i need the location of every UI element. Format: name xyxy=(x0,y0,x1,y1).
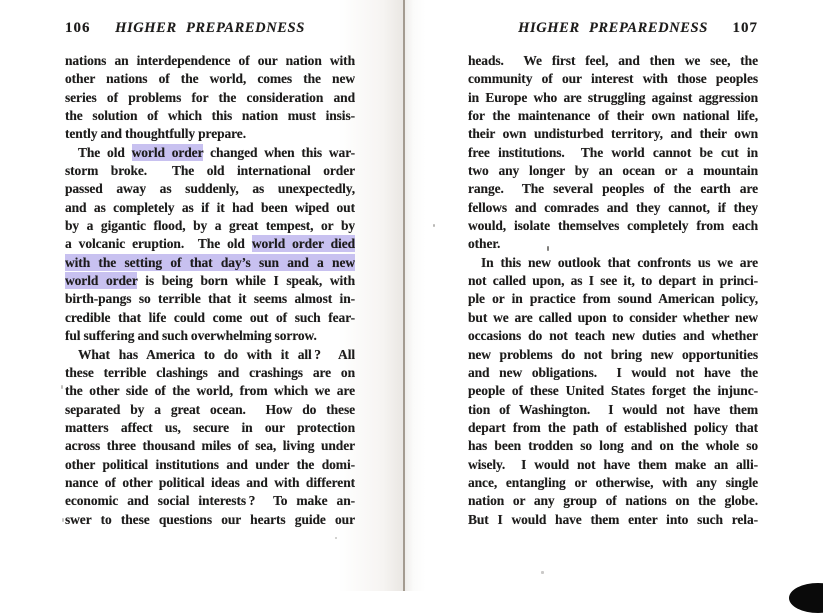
text-segment: depart from the path of established policy that xyxy=(468,419,758,435)
text-segment: people of these United States forget the injunc- xyxy=(468,383,758,399)
scan-speck xyxy=(547,246,549,251)
page-text-left xyxy=(65,52,355,529)
text-line xyxy=(468,162,758,180)
text-segment: is being born while I speak, with xyxy=(137,273,355,289)
text-segment: for the maintenance of their own national life, xyxy=(468,108,758,124)
text-segment: these terrible clashings and crashings are on xyxy=(65,364,355,380)
text-line xyxy=(468,52,758,70)
highlighted-text: with the setting of that day’s sun and a new xyxy=(65,254,355,270)
text-line xyxy=(468,125,758,143)
text-segment: credible that life could come out of such fear- xyxy=(65,309,355,325)
text-segment: tion of Washington. I would not have them xyxy=(468,401,758,417)
text-line xyxy=(468,89,758,107)
text-segment: ple or in practice from sound American policy, xyxy=(468,291,758,307)
text-line xyxy=(468,382,758,400)
text-segment: a volcanic eruption. The old xyxy=(65,236,252,252)
text-segment: series of problems for the consideration and xyxy=(65,89,355,105)
text-segment: But I would have them enter into such rela- xyxy=(468,511,758,527)
text-line xyxy=(65,492,355,510)
text-segment: free institutions. The world cannot be cut in xyxy=(468,144,758,160)
text-segment: wisely. I would not have them make an alli- xyxy=(468,456,758,472)
text-segment: occasions do not teach new duties and whether xyxy=(468,328,758,344)
highlighted-text: world order died xyxy=(251,236,355,252)
text-line xyxy=(468,199,758,217)
text-segment: and as completely as if it had been wiped out xyxy=(65,199,355,215)
text-segment: nance of other political ideas and with different xyxy=(65,474,355,490)
text-segment: passed away as suddenly, as unexpectedly, xyxy=(65,181,355,197)
text-segment: The old xyxy=(78,144,132,160)
text-segment: the solution of which this nation must insis- xyxy=(65,108,355,124)
text-line xyxy=(65,327,355,345)
page-number-right: 107 xyxy=(732,20,758,36)
text-segment: changed when this war- xyxy=(203,144,355,160)
text-segment: ance, entangling or otherwise, with any single xyxy=(468,474,758,490)
text-line xyxy=(65,511,355,529)
page-header-left xyxy=(65,19,355,37)
text-segment: nations an interdependence of our nation with xyxy=(65,53,355,68)
text-line xyxy=(65,474,355,492)
text-line xyxy=(65,382,355,400)
text-segment: tently and thoughtfully prepare. xyxy=(65,126,246,142)
text-line xyxy=(468,144,758,162)
page-text-right xyxy=(468,52,758,529)
text-line xyxy=(468,217,758,235)
text-line xyxy=(468,492,758,510)
text-segment: and new obligations. I would not have the xyxy=(468,364,758,380)
text-line xyxy=(468,254,758,272)
text-line xyxy=(468,70,758,88)
text-segment: ful suffering and such overwhelming sorrow. xyxy=(65,328,317,344)
text-line xyxy=(65,272,355,290)
scan-speck xyxy=(61,385,63,389)
text-line xyxy=(65,52,355,70)
page-header-right xyxy=(468,19,758,37)
text-line xyxy=(65,401,355,419)
text-segment: heads. We first feel, and then we see, the xyxy=(468,53,758,68)
text-segment: other. xyxy=(468,236,501,252)
text-segment: swer to these questions our hearts guide our xyxy=(65,511,355,527)
text-segment: the other side of the world, from which we are xyxy=(65,383,355,399)
text-line xyxy=(65,346,355,364)
text-line xyxy=(468,474,758,492)
scan-speck xyxy=(433,224,435,227)
text-line xyxy=(65,235,355,253)
highlighted-text: world order xyxy=(65,273,138,289)
text-segment: new problems do not bring new opportunities xyxy=(468,346,758,362)
text-line xyxy=(468,235,758,253)
text-line xyxy=(65,199,355,217)
text-line xyxy=(65,217,355,235)
text-line xyxy=(468,107,758,125)
text-line xyxy=(468,327,758,345)
text-line xyxy=(468,364,758,382)
text-line xyxy=(65,364,355,382)
text-segment: two any longer by an ocean or a mountain xyxy=(468,163,758,179)
running-title-right: HIGHER PREPAREDNESS xyxy=(518,20,708,36)
text-line xyxy=(468,401,758,419)
text-line xyxy=(65,162,355,180)
text-segment: community of our interest with those peoples xyxy=(468,71,758,87)
text-line xyxy=(468,437,758,455)
text-segment: In this new outlook that confronts us we are xyxy=(481,254,758,270)
text-segment: other political institutions and under the domi- xyxy=(65,456,355,472)
text-line xyxy=(468,309,758,327)
page-number-left: 106 xyxy=(65,20,91,36)
text-segment: range. The several peoples of the earth are xyxy=(468,181,758,197)
text-segment: not called upon, as I see it, to depart in princi- xyxy=(468,273,758,289)
text-line xyxy=(468,290,758,308)
text-line xyxy=(468,272,758,290)
text-line xyxy=(65,309,355,327)
text-segment: but we are called upon to consider whether new xyxy=(468,309,758,325)
highlighted-text: world order xyxy=(131,144,204,160)
text-line xyxy=(65,125,355,143)
text-segment: has been trodden so long and on the whole so xyxy=(468,438,758,454)
text-segment: What has America to do with it all ? All xyxy=(78,346,355,362)
book-page-right xyxy=(405,0,823,591)
text-line xyxy=(65,437,355,455)
text-segment: economic and social interests ? To make an- xyxy=(65,493,355,509)
text-segment: storm broke. The old international order xyxy=(65,163,355,179)
text-line xyxy=(65,419,355,437)
text-line xyxy=(65,144,355,162)
text-line xyxy=(468,419,758,437)
text-segment: would, isolate themselves completely from each xyxy=(468,218,758,234)
text-segment: fellows and comrades and they cannot, if they xyxy=(468,199,758,215)
text-line xyxy=(65,89,355,107)
text-line xyxy=(65,180,355,198)
text-segment: in Europe who are struggling against aggression xyxy=(468,89,758,105)
scan-speck xyxy=(62,518,64,522)
text-segment: separated by a great ocean. How do these xyxy=(65,401,355,417)
text-line xyxy=(468,180,758,198)
running-title-left: HIGHER PREPAREDNESS xyxy=(115,20,305,36)
scan-speck xyxy=(335,537,337,539)
text-line xyxy=(65,290,355,308)
text-segment: across three thousand miles of sea, living under xyxy=(65,438,355,454)
text-segment: birth-pangs so terrible that it seems almost in- xyxy=(65,291,355,307)
text-line xyxy=(65,456,355,474)
text-line xyxy=(468,346,758,364)
scan-speck xyxy=(541,571,544,574)
text-line xyxy=(65,107,355,125)
text-line xyxy=(468,456,758,474)
text-segment: other nations of the world, comes the new xyxy=(65,71,355,87)
text-segment: matters affect us, secure in our protection xyxy=(65,419,355,435)
text-segment: their own undisturbed territory, and their own xyxy=(468,126,758,142)
text-line xyxy=(65,254,355,272)
text-segment: by a gigantic flood, by a great tempest, or by xyxy=(65,218,355,234)
text-line xyxy=(468,511,758,529)
book-page-left xyxy=(0,0,403,591)
text-line xyxy=(65,70,355,88)
text-segment: nation or any group of nations on the globe. xyxy=(468,493,758,509)
